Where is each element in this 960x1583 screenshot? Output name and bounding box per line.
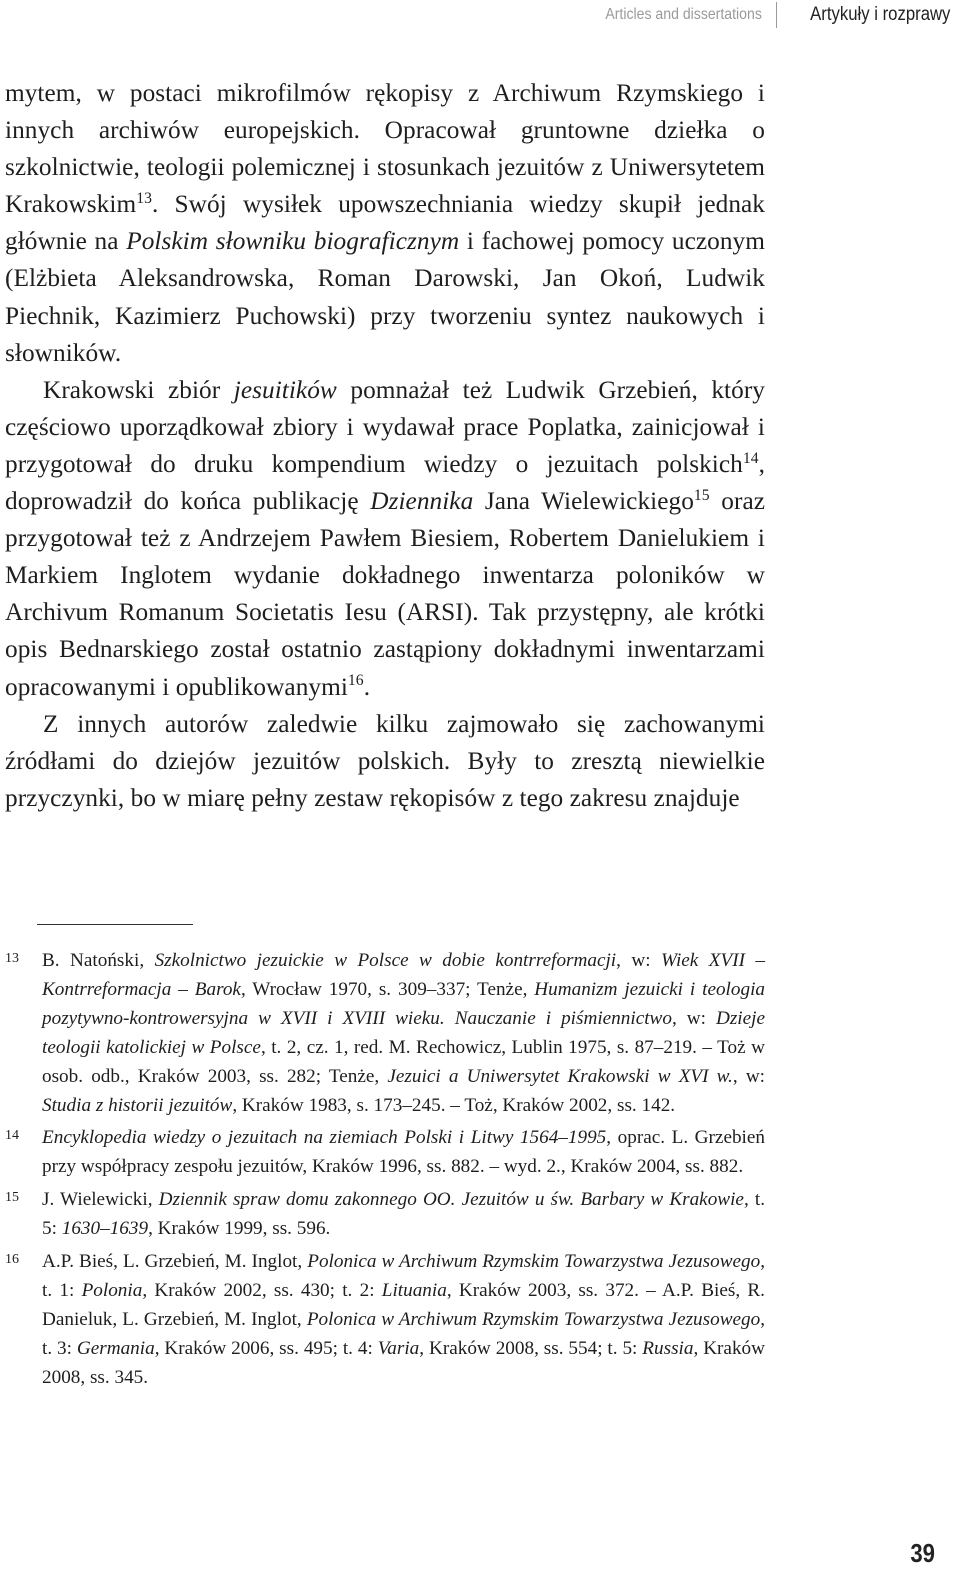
running-header: [584, 0, 950, 30]
footnote-14: [5, 1124, 765, 1182]
header-section-english: Articles and dissertations: [605, 6, 762, 23]
footnote-ref-16[interactable]: 16: [347, 672, 364, 690]
footnotes: [5, 947, 765, 1397]
footnote-13: [5, 947, 765, 1120]
paragraph-2: Krakowski zbiór jesuitików pomnażał też Ludwik Grzebień, który częściowo uporządkował zbiory i wydawał prace Poplatka, zainicjował i przygotował do druku kompendium wiedzy o jezuitach polskich$^{14}$, doprowadził do końca publikację Dziennika Jana Wielewickiego$^{15}$ oraz przygotował też z Andrzejem Pawłem Biesiem, Robertem Danielukiem i Markiem Inglotem wydanie dokładnego inwentarza poloników w Archivum Romanum Societatis Iesu (ARSI). Tak przystępny, ale krótki opis Bednarskiego został ostatnio zastąpiony dokładnymi inwentarzami opracowanymi i opublikowanymi$^{16}$.: [5, 375, 765, 701]
footnote-text: Encyklopedia wiedzy o jezuitach na ziemiach Polski i Litwy 1564–1995, oprac. L. Grzebień przy współpracy zespołu jezuitów, Kraków 1996, ss. 882. – wyd. 2., Kraków 2004, ss. 882.: [42, 1127, 765, 1178]
page-number: 39: [910, 1538, 935, 1568]
footnote-number: 14: [5, 1128, 19, 1144]
footnote-ref-15[interactable]: 15: [693, 486, 710, 504]
header-section-polish: Artykuły i rozprawy: [809, 4, 950, 25]
footnote-separator: [37, 924, 193, 925]
footnote-15: [5, 1186, 765, 1244]
paragraph-3: Z innych autorów zaledwie kilku zajmowało się zachowanymi źródłami do dziejów jezuitów polskich. Były to zresztą niewielkie przyczynki, bo w miarę pełny zestaw rękopisów z tego zakresu znajduje: [5, 709, 765, 812]
footnote-number: 16: [5, 1252, 19, 1268]
footnote-ref-13[interactable]: 13: [136, 189, 152, 207]
footnote-text: J. Wielewicki, Dziennik spraw domu zakonnego OO. Jezuitów u św. Barbary w Krakowie, t. 5: 1630–1639, Kraków 1999, ss. 596.: [42, 1189, 765, 1240]
footnote-text: B. Natoński, Szkolnictwo jezuickie w Polsce w dobie kontrreformacji, w: Wiek XVII – Kontrreformacja – Barok, Wrocław 1970, s. 309–337; Tenże, Humanizm jezuicki i teologia pozytywno-kontrowersyjna w XVII i XVIII wieku. Nauczanie i piśmiennictwo, w: Dzieje teologii katolickiej w Polsce, t. 2, cz. 1, red. M. Rechowicz, Lublin 1975, s. 87–219. – Toż w osob. odb., Kraków 2003, ss. 282; Tenże, Jezuici a Uniwersytet Krakowski w XVI w., w: Studia z historii jezuitów, Kraków 1983, s. 173–245. – Toż, Kraków 2002, ss. 142.: [42, 950, 766, 1116]
footnote-text: A.P. Bieś, L. Grzebień, M. Inglot, Polonica w Archiwum Rzymskim Towarzystwa Jezusowego, t. 1: Polonia, Kraków 2002, ss. 430; t. 2: Lituania, Kraków 2003, ss. 372. – A.P. Bieś, R. Danieluk, L. Grzebień, M. Inglot, Polonica w Archiwum Rzymskim Towarzystwa Jezusowego, t. 3: Germania, Kraków 2006, ss. 495; t. 4: Varia, Kraków 2008, ss. 554; t. 5: Russia, Kraków 2008, ss. 345.: [42, 1251, 766, 1388]
paragraph-1: mytem, w postaci mikrofilmów rękopisy z Archiwum Rzymskiego i innych archiwów europejskich. Opracował gruntowne dziełka o szkolnictwie, teologii polemicznej i stosunkach jezuitów z Uniwersytetem Krakowskim$^{13}$. Swój wysiłek upowszechniania wiedzy skupił jednak głównie na Polskim słowniku biograficznym i fachowej pomocy uczonym (Elżbieta Aleksandrowska, Roman Darowski, Jan Okoń, Ludwik Piechnik, Kazimierz Puchowski) przy tworzeniu syntez naukowych i słowników.: [5, 79, 765, 367]
body-text: [5, 75, 765, 817]
footnote-ref-14[interactable]: 14: [742, 449, 759, 467]
footnote-number: 15: [5, 1190, 19, 1206]
header-divider: [776, 2, 777, 28]
footnote-16: [5, 1248, 765, 1393]
footnote-number: 13: [5, 951, 19, 966]
